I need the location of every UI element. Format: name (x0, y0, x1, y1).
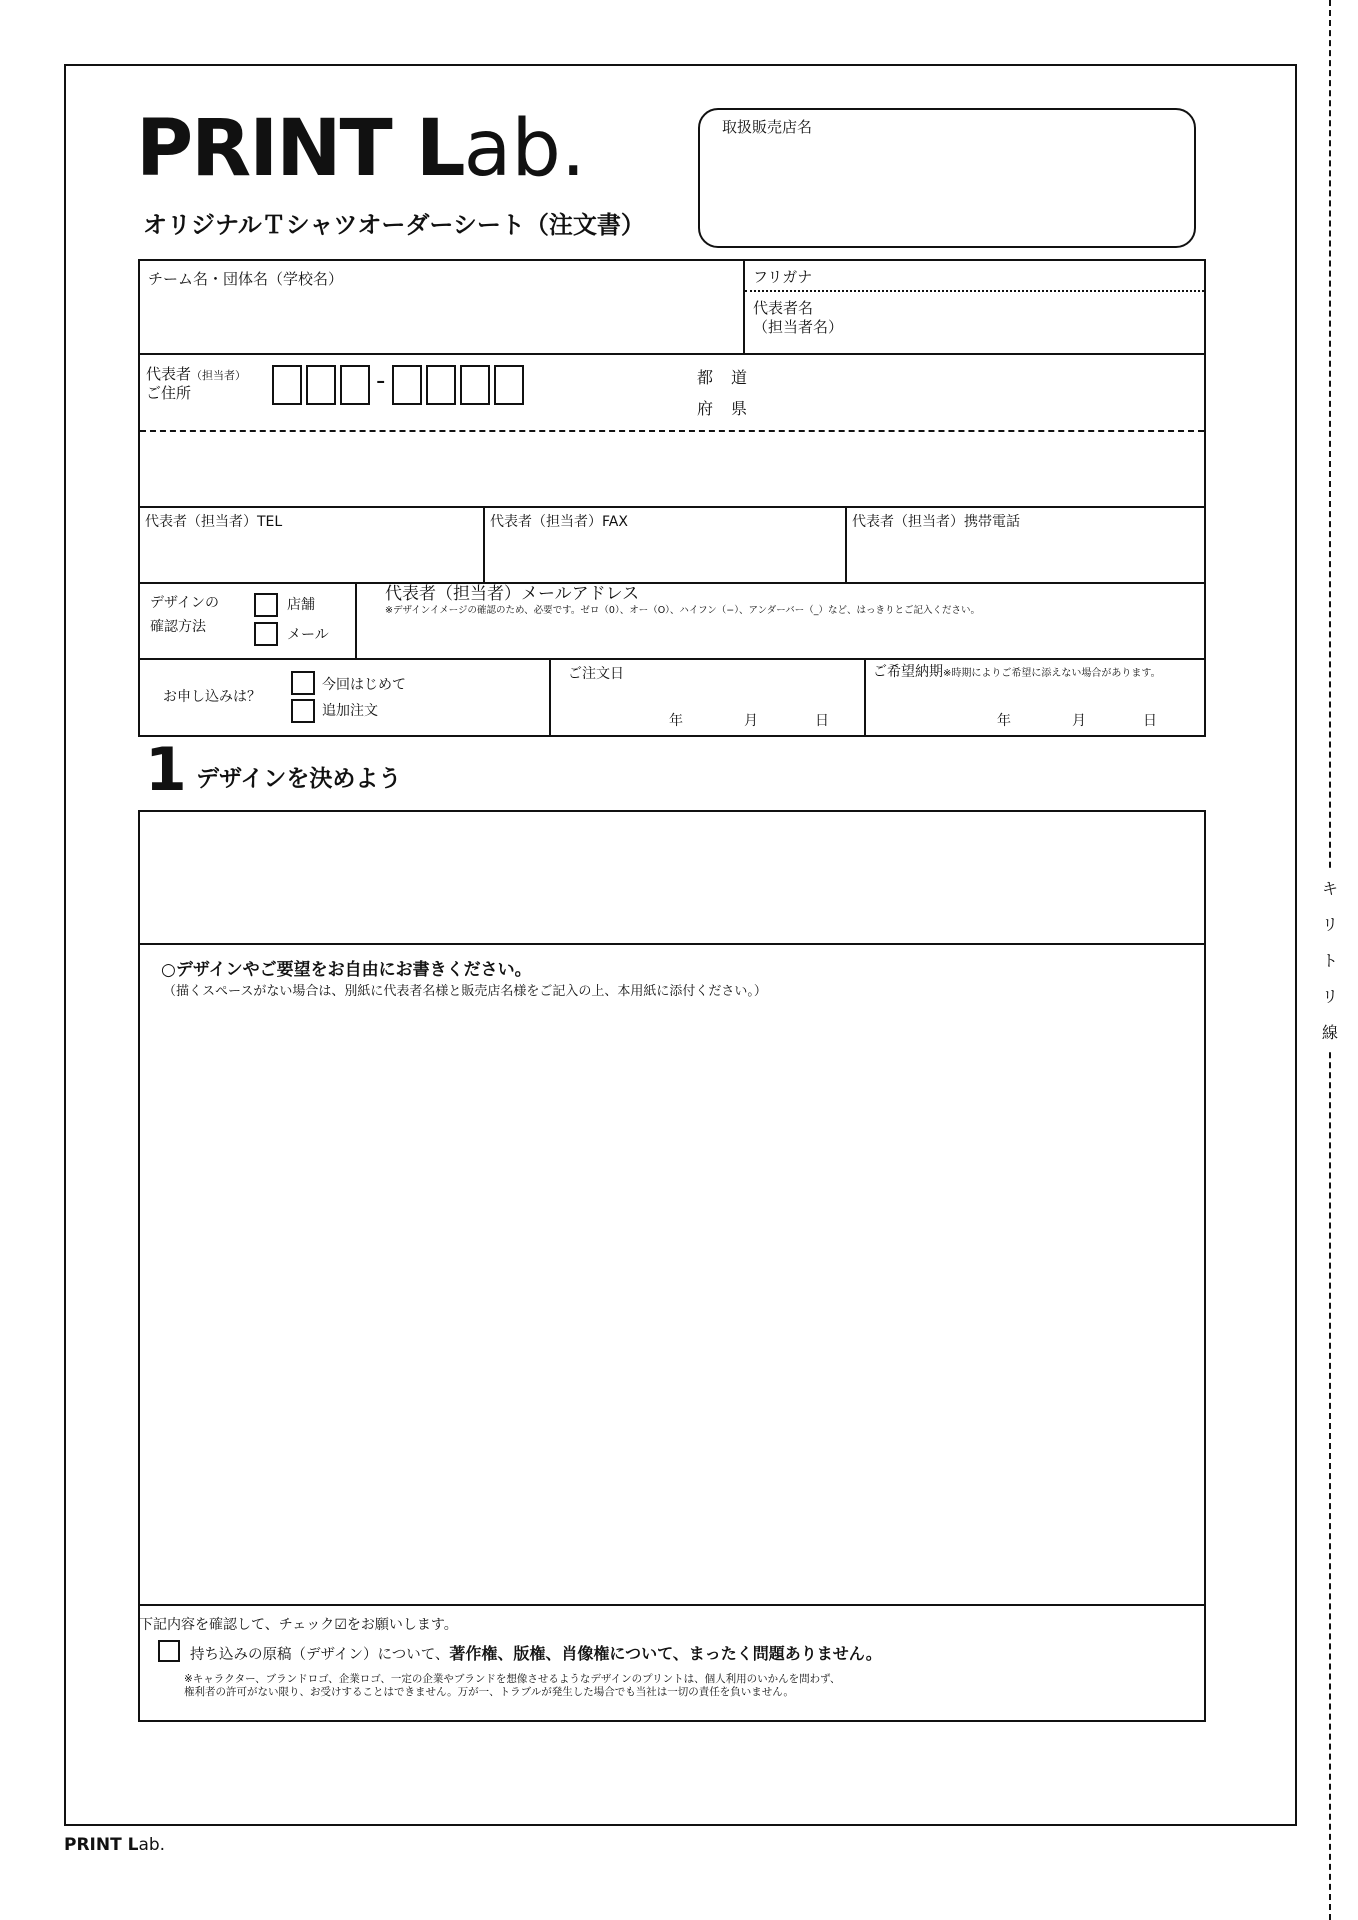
prefecture-to: 都 (697, 368, 714, 387)
order-date-label: ご注文日 (568, 666, 624, 682)
divider (864, 658, 866, 737)
divider (845, 506, 847, 582)
order-date-year: 年 (669, 713, 683, 729)
zip-digit-box[interactable] (494, 365, 524, 405)
copyright-note-2: 権利者の許可がない限り、お受けすることはできません。万が一、トラブルが発生した場合でも当社は一切の責任を負いません。 (184, 1686, 794, 1698)
zip-digit-box[interactable] (426, 365, 456, 405)
divider (483, 506, 485, 582)
divider (138, 506, 1206, 508)
email-label: 代表者（担当者）メールアドレス (385, 584, 640, 604)
shop-name-label: 取扱販売店名 (722, 118, 813, 136)
first-order-checkbox[interactable] (291, 671, 315, 695)
store-checkbox[interactable] (254, 593, 278, 617)
zip-digit-box[interactable] (340, 365, 370, 405)
design-confirm-label-sub: 確認方法 (150, 619, 206, 635)
prefecture-ken: 県 (731, 399, 748, 418)
copyright-agree-checkbox[interactable] (158, 1640, 180, 1662)
delivery-date-field[interactable] (868, 685, 1204, 735)
design-area-note: （描くスペースがない場合は、別紙に代表者名様と販売店名様をご記入の上、本用紙に添付ください。） (163, 984, 767, 999)
fax-label: 代表者（担当者）FAX (490, 514, 628, 530)
design-top-area[interactable] (140, 812, 1204, 942)
prefecture-field[interactable] (760, 360, 1200, 424)
step-number: 1 (145, 735, 187, 805)
cut-line-char: ト (1316, 942, 1344, 980)
rep-name-field[interactable] (850, 293, 1200, 353)
order-date-day: 日 (815, 713, 829, 729)
first-order-label: 今回はじめて (322, 677, 406, 693)
cut-line-char: リ (1316, 978, 1344, 1016)
divider (743, 259, 745, 355)
design-drawing-area[interactable] (140, 1000, 1204, 1600)
design-confirm-label: デザインの (150, 595, 220, 611)
additional-order-checkbox[interactable] (291, 699, 315, 723)
zip-digit-box[interactable] (460, 365, 490, 405)
additional-order-label: 追加注文 (322, 703, 378, 719)
delivery-year: 年 (997, 713, 1011, 729)
prefecture-fu: 府 (697, 399, 714, 418)
order-date-field[interactable] (553, 685, 861, 735)
team-name-label: チーム名・団体名（学校名） (148, 270, 344, 288)
divider (138, 582, 1206, 584)
cut-line-char: リ (1316, 906, 1344, 944)
brand-logo: PRINT Lab. (136, 104, 586, 194)
divider (549, 658, 551, 737)
address-label: 代表者（担当者） (146, 365, 247, 383)
address-divider (140, 430, 1204, 432)
divider (138, 658, 1206, 660)
design-area-title: ○デザインやご要望をお自由にお書きください。 (161, 960, 532, 980)
mobile-field[interactable] (849, 532, 1204, 580)
store-option-label: 店舗 (287, 597, 315, 613)
mail-option-label: メール (287, 627, 329, 643)
team-name-field[interactable] (140, 285, 740, 353)
zip-separator: - (376, 366, 386, 396)
mobile-label: 代表者（担当者）携帯電話 (852, 514, 1020, 530)
furigana-divider (745, 290, 1204, 292)
rep-name-label-sub: （担当者名） (753, 318, 844, 336)
furigana-label: フリガナ (753, 268, 813, 286)
delivery-day: 日 (1143, 713, 1157, 729)
cut-line-char: キ (1316, 870, 1344, 908)
copyright-note-1: ※キャラクター、ブランドロゴ、企業ロゴ、一定の企業やブランドを想像させるようなデザインのプリントは、個人利用のいかんを問わず、 (184, 1673, 841, 1685)
prefecture-do: 道 (731, 368, 748, 387)
address-label-sub: ご住所 (146, 384, 192, 402)
divider (138, 353, 1206, 355)
tel-label: 代表者（担当者）TEL (145, 514, 283, 530)
order-date-month: 月 (744, 713, 758, 729)
rep-name-label: 代表者名 (753, 299, 814, 317)
email-field[interactable] (360, 620, 1202, 656)
copyright-statement: 持ち込みの原稿（デザイン）について、著作権、版権、肖像権について、まったく問題ありません。 (190, 1644, 882, 1663)
mail-checkbox[interactable] (254, 622, 278, 646)
zip-digit-box[interactable] (272, 365, 302, 405)
tel-field[interactable] (140, 532, 480, 580)
delivery-month: 月 (1072, 713, 1086, 729)
divider (138, 1604, 1206, 1606)
divider (355, 582, 357, 658)
fax-field[interactable] (487, 532, 842, 580)
zip-digit-box[interactable] (392, 365, 422, 405)
delivery-label: ご希望納期※時期によりご希望に添えない場合があります。 (873, 664, 1161, 680)
email-note: ※デザインイメージの確認のため、必要です。ゼロ（0）、オー（O）、ハイフン（−）、アンダーバー（_）など、はっきりとご記入ください。 (385, 605, 980, 616)
check-mark-icon: ☑ (334, 1617, 347, 1633)
step-title: デザインを決めよう (196, 766, 402, 792)
zip-digit-box[interactable] (306, 365, 336, 405)
form-title: オリジナルＴシャツオーダーシート（注文書） (143, 211, 645, 239)
address-field[interactable] (140, 434, 1204, 504)
application-label: お申し込みは？ (163, 689, 261, 705)
footer-logo: PRINT Lab. (64, 1835, 166, 1855)
confirm-instruction: 下記内容を確認して、チェック☑をお願いします。 (139, 1617, 458, 1633)
divider (138, 943, 1206, 945)
cut-line-char: 線 (1316, 1014, 1344, 1052)
